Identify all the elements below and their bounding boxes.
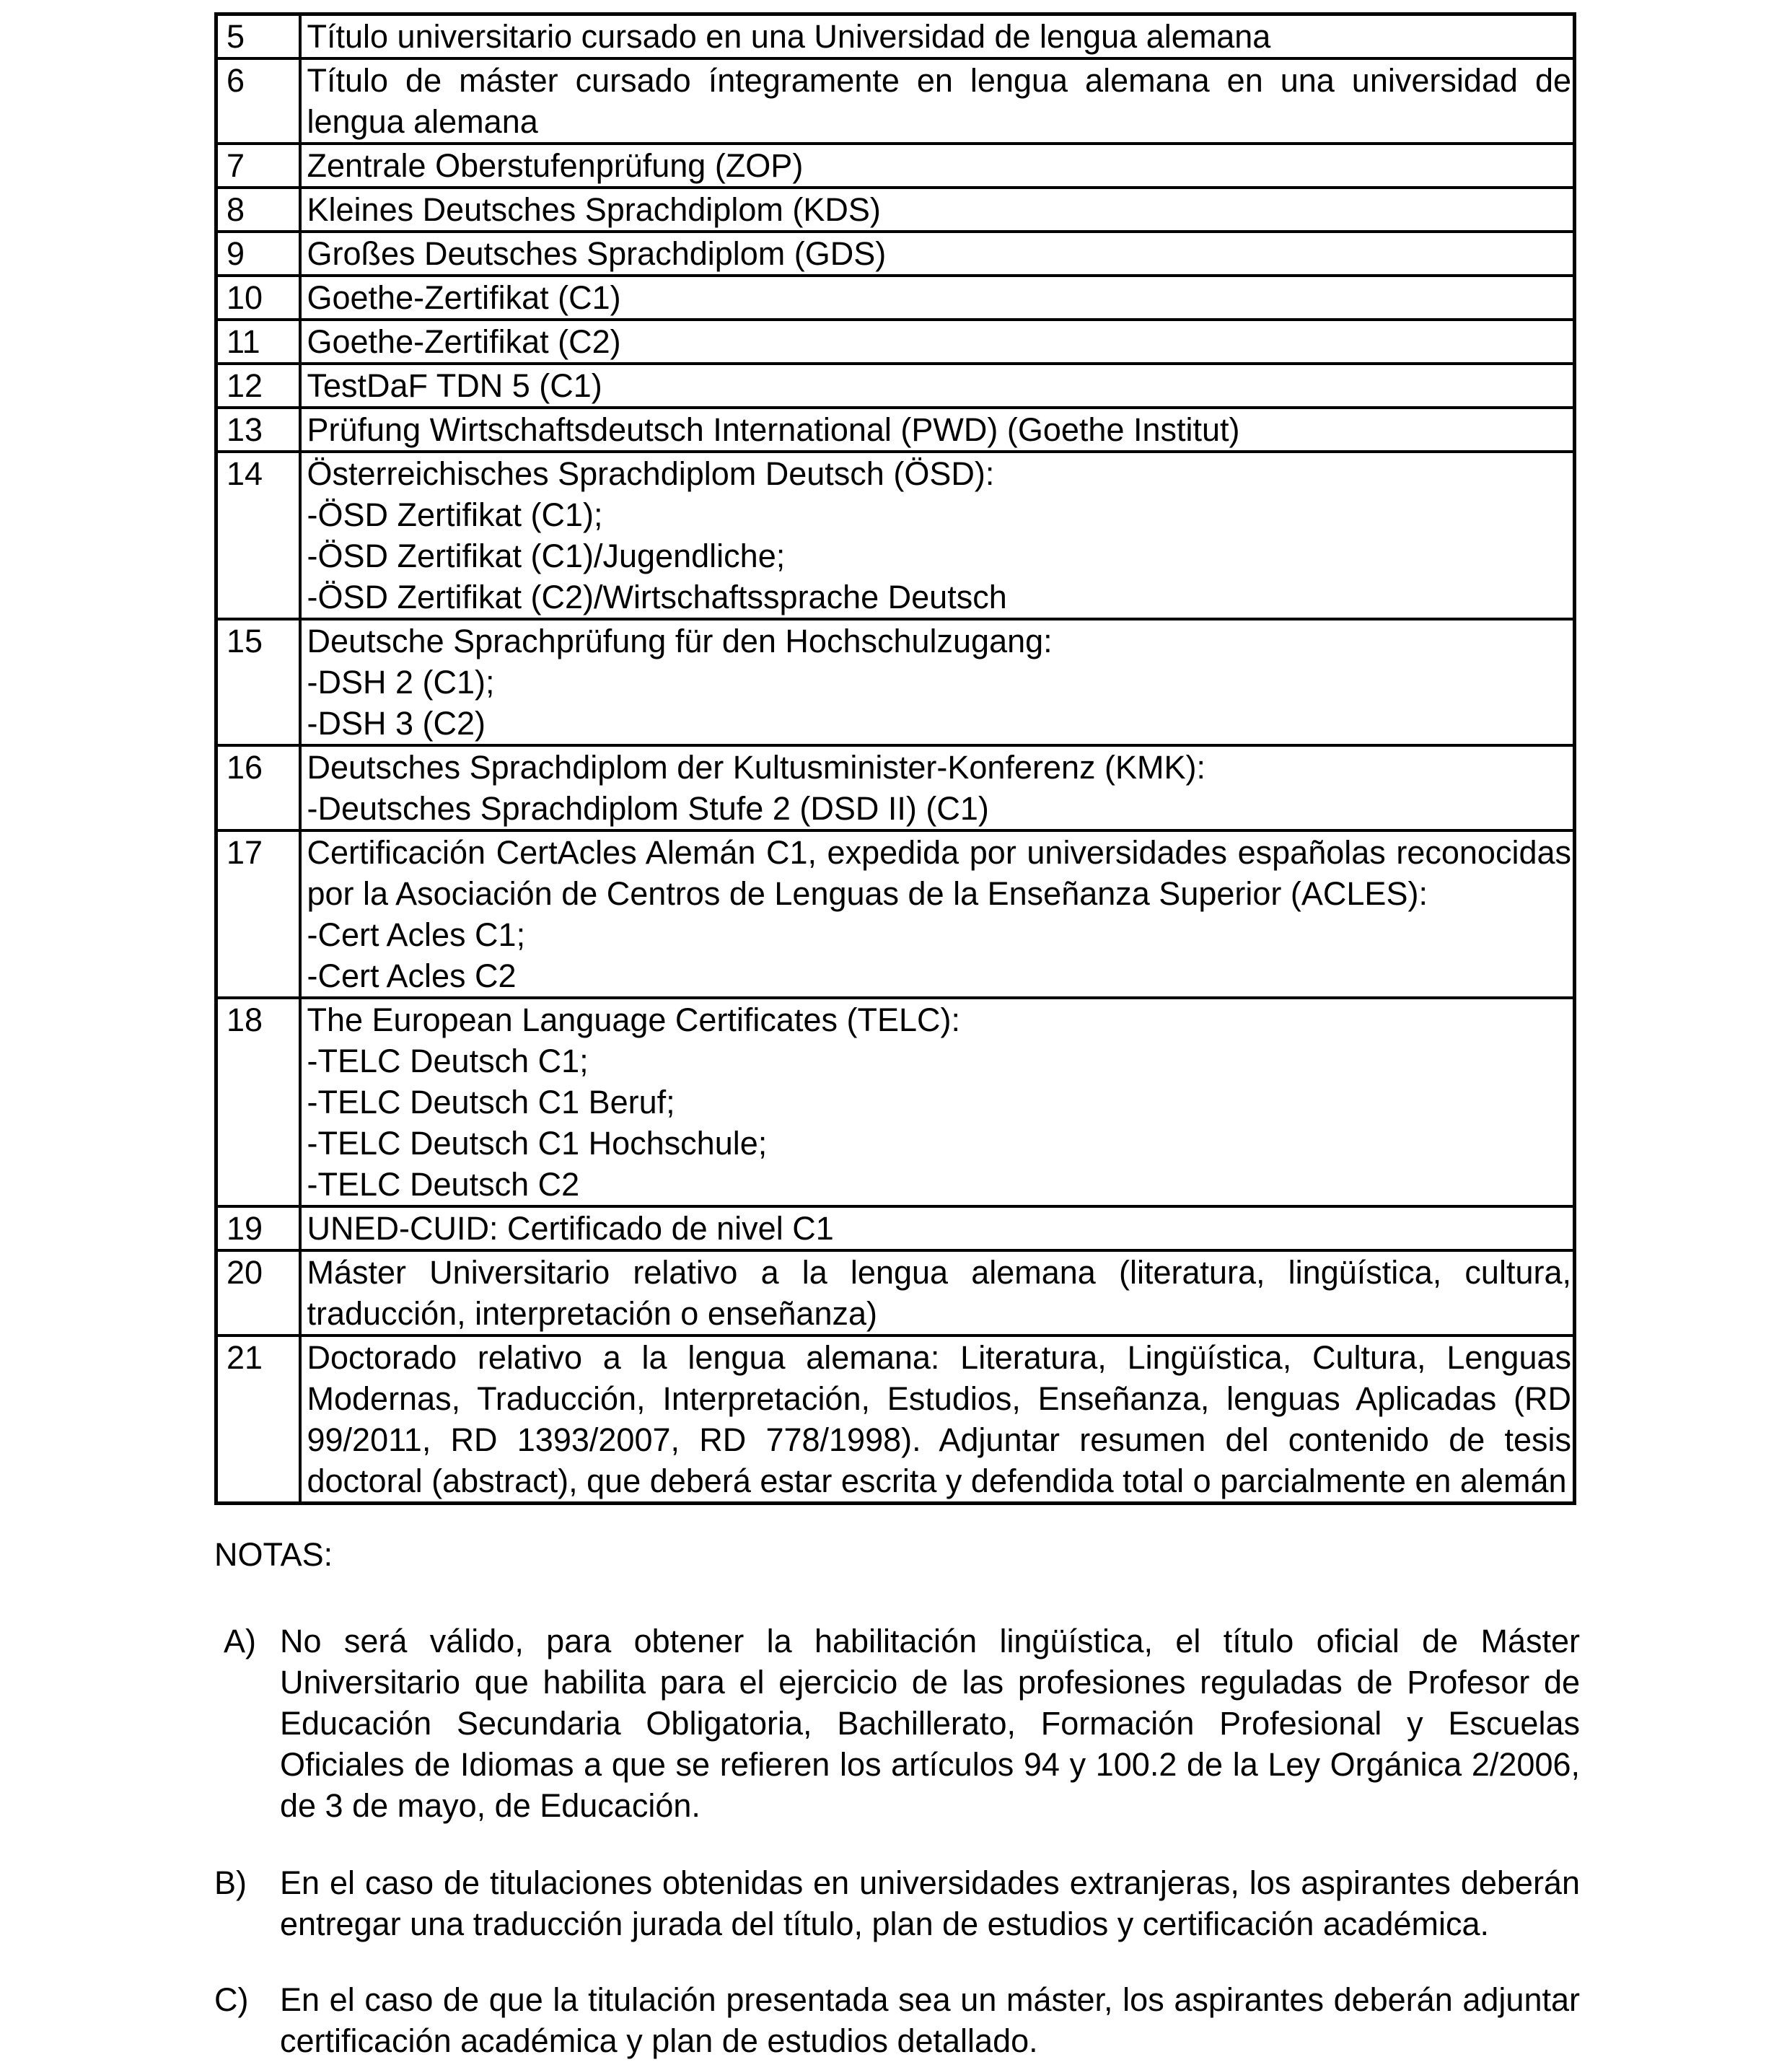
cell-line: Máster Universitario relativo a la lengua alemana (literatura, lingüística, cultura, traducción, interpretación o enseñanza): [307, 1254, 1571, 1332]
cell-line: -Cert Acles C1;: [307, 916, 526, 953]
row-description-cell: [300, 1250, 1575, 1336]
cell-line: Kleines Deutsches Sprachdiplom (KDS): [307, 191, 881, 228]
document-page: [0, 12, 1792, 2070]
row-number-cell: 19: [216, 1206, 300, 1250]
table-row: [216, 619, 1575, 745]
row-description-cell: [300, 452, 1575, 619]
table-row: [216, 998, 1575, 1206]
row-description-cell: [300, 1336, 1575, 1504]
cell-line: Doctorado relativo a la lengua alemana: Literatura, Lingüística, Cultura, Lenguas Modernas, Traducción, Interpretación, Estudios, Enseñanza, lenguas Aplicadas (RD 99/2011, RD 1393/2007, RD 778/1998). Adjuntar resumen del contenido de tesis doctoral (abstract), que deberá estar escrita y defendida total o parcialmente en alemán: [307, 1339, 1571, 1499]
row-number-cell: 13: [216, 408, 300, 452]
row-description-cell: [300, 144, 1575, 188]
row-description-cell: [300, 745, 1575, 830]
cell-line: -TELC Deutsch C2: [307, 1166, 580, 1203]
note-text: En el caso de que la titulación presentada sea un máster, los aspirantes deberán adjuntar certificación académica y plan de estudios detallado.: [280, 1981, 1580, 2059]
cell-line: -Deutsches Sprachdiplom Stufe 2 (DSD II) (C1): [307, 790, 989, 827]
row-number-cell: 21: [216, 1336, 300, 1504]
table-row: [216, 452, 1575, 619]
cell-line: -ÖSD Zertifikat (C1)/Jugendliche;: [307, 538, 786, 574]
cell-line: Título universitario cursado en una Universidad de lengua alemana: [307, 18, 1271, 55]
row-description-cell: [300, 276, 1575, 320]
row-number-cell: 8: [216, 188, 300, 232]
row-description-cell: [300, 320, 1575, 364]
row-description-cell: [300, 364, 1575, 408]
row-number-cell: 12: [216, 364, 300, 408]
cell-line: UNED-CUID: Certificado de nivel C1: [307, 1210, 834, 1247]
cell-line: -DSH 2 (C1);: [307, 664, 495, 701]
notes-heading: NOTAS:: [214, 1536, 333, 1573]
row-number-cell: 11: [216, 320, 300, 364]
note-text: En el caso de titulaciones obtenidas en universidades extranjeras, los aspirantes deberán entregar una traducción jurada del título, plan de estudios y certificación académica.: [280, 1864, 1580, 1942]
note-item: [214, 1621, 1580, 1826]
table-row: [216, 232, 1575, 276]
row-number-cell: 17: [216, 830, 300, 998]
cell-line: -TELC Deutsch C1 Hochschule;: [307, 1125, 768, 1162]
row-number-cell: 14: [216, 452, 300, 619]
note-text: No será válido, para obtener la habilitación lingüística, el título oficial de Máster Universitario que habilita para el ejercicio de las profesiones reguladas de Profesor de Educación Secundaria Obligatoria, Bachillerato, Formación Profesional y Escuelas Oficiales de Idiomas a que se refieren los artículos 94 y 100.2 de la Ley Orgánica 2/2006, de 3 de mayo, de Educación.: [280, 1623, 1580, 1824]
row-description-cell: [300, 232, 1575, 276]
cell-line: Großes Deutsches Sprachdiplom (GDS): [307, 235, 887, 272]
cell-line: Prüfung Wirtschaftsdeutsch International (PWD) (Goethe Institut): [307, 411, 1240, 448]
cell-line: -ÖSD Zertifikat (C2)/Wirtschaftssprache Deutsch: [307, 579, 1007, 615]
row-number-cell: 10: [216, 276, 300, 320]
cell-line: Deutsche Sprachprüfung für den Hochschulzugang:: [307, 623, 1053, 659]
row-number-cell: 18: [216, 998, 300, 1206]
cell-line: -TELC Deutsch C1 Beruf;: [307, 1084, 675, 1120]
row-number-cell: 16: [216, 745, 300, 830]
note-item: [214, 1979, 1580, 2061]
note-label: C): [214, 1981, 249, 2018]
certificates-table: [214, 12, 1576, 1505]
table-row: [216, 188, 1575, 232]
cell-line: Zentrale Oberstufenprüfung (ZOP): [307, 147, 804, 184]
cell-line: Goethe-Zertifikat (C1): [307, 279, 621, 316]
cell-line: -ÖSD Zertifikat (C1);: [307, 496, 603, 533]
row-number-cell: 6: [216, 58, 300, 144]
cell-line: Título de máster cursado íntegramente en lengua alemana en una universidad de lengua alemana: [307, 62, 1571, 140]
table-row: [216, 1206, 1575, 1250]
cell-line: Certificación CertAcles Alemán C1, expedida por universidades españolas reconocidas por la Asociación de Centros de Lenguas de la Enseñanza Superior (ACLES):: [307, 834, 1571, 912]
table-row: [216, 408, 1575, 452]
row-number-cell: 20: [216, 1250, 300, 1336]
table-row: [216, 1250, 1575, 1336]
table-row: [216, 276, 1575, 320]
row-description-cell: [300, 619, 1575, 745]
cell-line: Deutsches Sprachdiplom der Kultusminister-Konferenz (KMK):: [307, 749, 1205, 786]
row-description-cell: [300, 14, 1575, 59]
table-row: [216, 745, 1575, 830]
cell-line: -DSH 3 (C2): [307, 705, 486, 742]
row-number-cell: 15: [216, 619, 300, 745]
cell-line: Österreichisches Sprachdiplom Deutsch (ÖSD):: [307, 455, 995, 492]
table-row: [216, 144, 1575, 188]
row-description-cell: [300, 188, 1575, 232]
note-label: B): [214, 1864, 247, 1901]
note-item: [214, 1862, 1580, 1944]
row-number-cell: 7: [216, 144, 300, 188]
table-row: [216, 58, 1575, 144]
row-description-cell: [300, 408, 1575, 452]
note-label: A): [224, 1623, 256, 1659]
row-description-cell: [300, 1206, 1575, 1250]
row-number-cell: 9: [216, 232, 300, 276]
notes-list: [214, 1621, 1580, 2061]
cell-line: -TELC Deutsch C1;: [307, 1043, 589, 1079]
table-row: [216, 364, 1575, 408]
table-row: [216, 830, 1575, 998]
row-description-cell: [300, 998, 1575, 1206]
row-number-cell: 5: [216, 14, 300, 59]
table-row: [216, 1336, 1575, 1504]
cell-line: -Cert Acles C2: [307, 957, 517, 994]
row-description-cell: [300, 58, 1575, 144]
table-row: [216, 320, 1575, 364]
cell-line: The European Language Certificates (TELC):: [307, 1001, 960, 1038]
cell-line: Goethe-Zertifikat (C2): [307, 323, 621, 360]
cell-line: TestDaF TDN 5 (C1): [307, 367, 602, 404]
row-description-cell: [300, 830, 1575, 998]
table-row: [216, 14, 1575, 59]
certificates-table-body: [216, 14, 1575, 1504]
